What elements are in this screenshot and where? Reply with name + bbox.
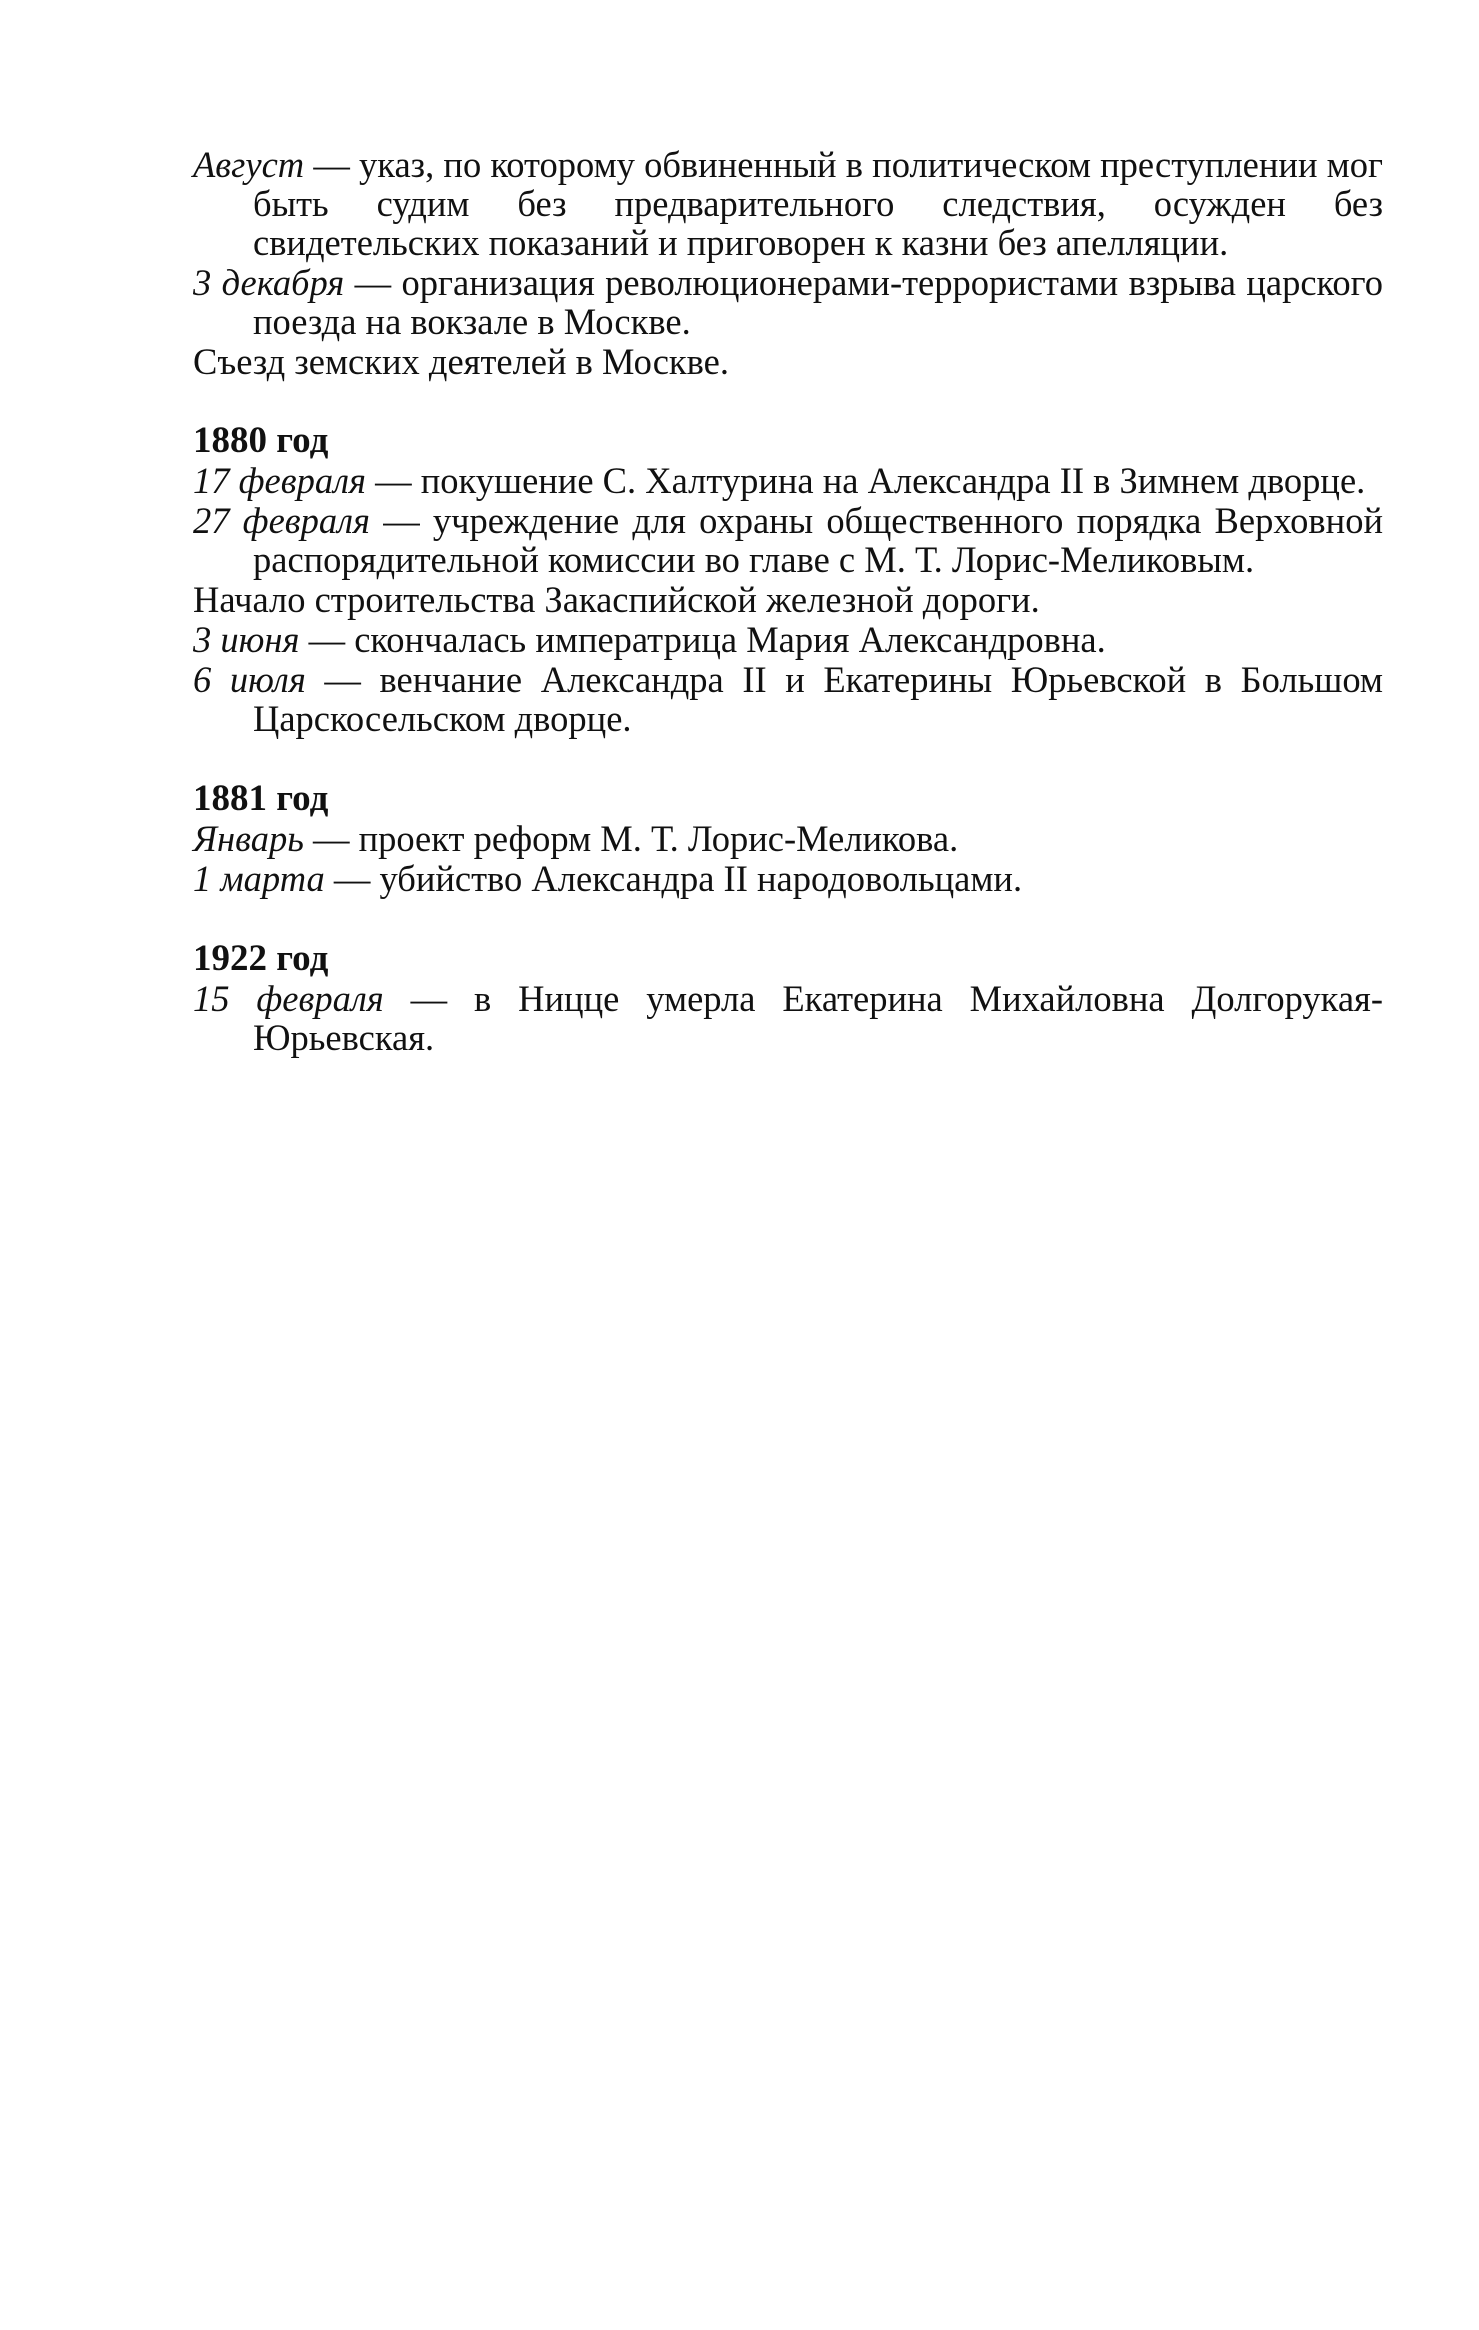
entry-date: 17 февраля [193,460,366,501]
section-1879-continued [193,145,1383,381]
entry-august [193,145,1383,262]
year-heading: 1922 год [193,938,329,979]
chronology-page [193,145,1383,1058]
entry-15-february [193,979,1383,1057]
year-heading: 1881 год [193,778,329,819]
entry-text: — учреждение для охраны общественного порядка Верховной распорядительной комиссии во главе с М. Т. Лорис-Меликовым. [253,500,1383,580]
entry-date: Январь [193,818,304,859]
entry-zemstvo-congress [193,342,1383,381]
entry-date: 15 февраля [193,978,384,1019]
entry-17-february [193,461,1383,500]
entry-text: — покушение С. Халтурина на Александра II в Зимнем дворце. [365,460,1366,501]
entry-january [193,819,1383,858]
entry-text: — венчание Александра II и Екатерины Юрьевской в Большом Царскосельском дворце. [253,659,1383,739]
entry-date: 3 июня [193,619,300,660]
entry-text: Начало строительства Закаспийской железной дороги. [193,579,1040,620]
entry-text: — указ, по которому обвиненный в политическом преступлении мог быть судим без предварительного следствия, осужден без свидетельских показаний и приговорен к казни без апелляции. [253,144,1383,263]
entry-text: — скончалась императрица Мария Александровна. [299,619,1106,660]
entry-text: — убийство Александра II народовольцами. [324,858,1023,899]
entry-date: 27 февраля [193,500,371,541]
entry-text: — в Ницце умерла Екатерина Михайловна Долгорукая-Юрьевская. [253,978,1383,1058]
entry-text: Съезд земских деятелей в Москве. [193,341,730,382]
entry-1-march [193,859,1383,898]
entry-date: 1 марта [193,858,325,899]
entry-railway-construction [193,580,1383,619]
entry-27-february [193,501,1383,579]
entry-6-july [193,660,1383,738]
entry-text: — проект реформ М. Т. Лорис-Меликова. [303,818,959,859]
entry-3-june [193,620,1383,659]
section-1880 [193,421,1383,738]
entry-date: 3 декабря [193,262,345,303]
year-heading: 1880 год [193,420,329,461]
entry-3-december [193,263,1383,341]
section-1922 [193,939,1383,1057]
entry-text: — организация революционерами-террористами взрыва царского поезда на вокзале в Москве. [253,262,1383,342]
section-1881 [193,779,1383,898]
entry-date: Август [193,144,305,185]
entry-date: 6 июля [193,659,306,700]
